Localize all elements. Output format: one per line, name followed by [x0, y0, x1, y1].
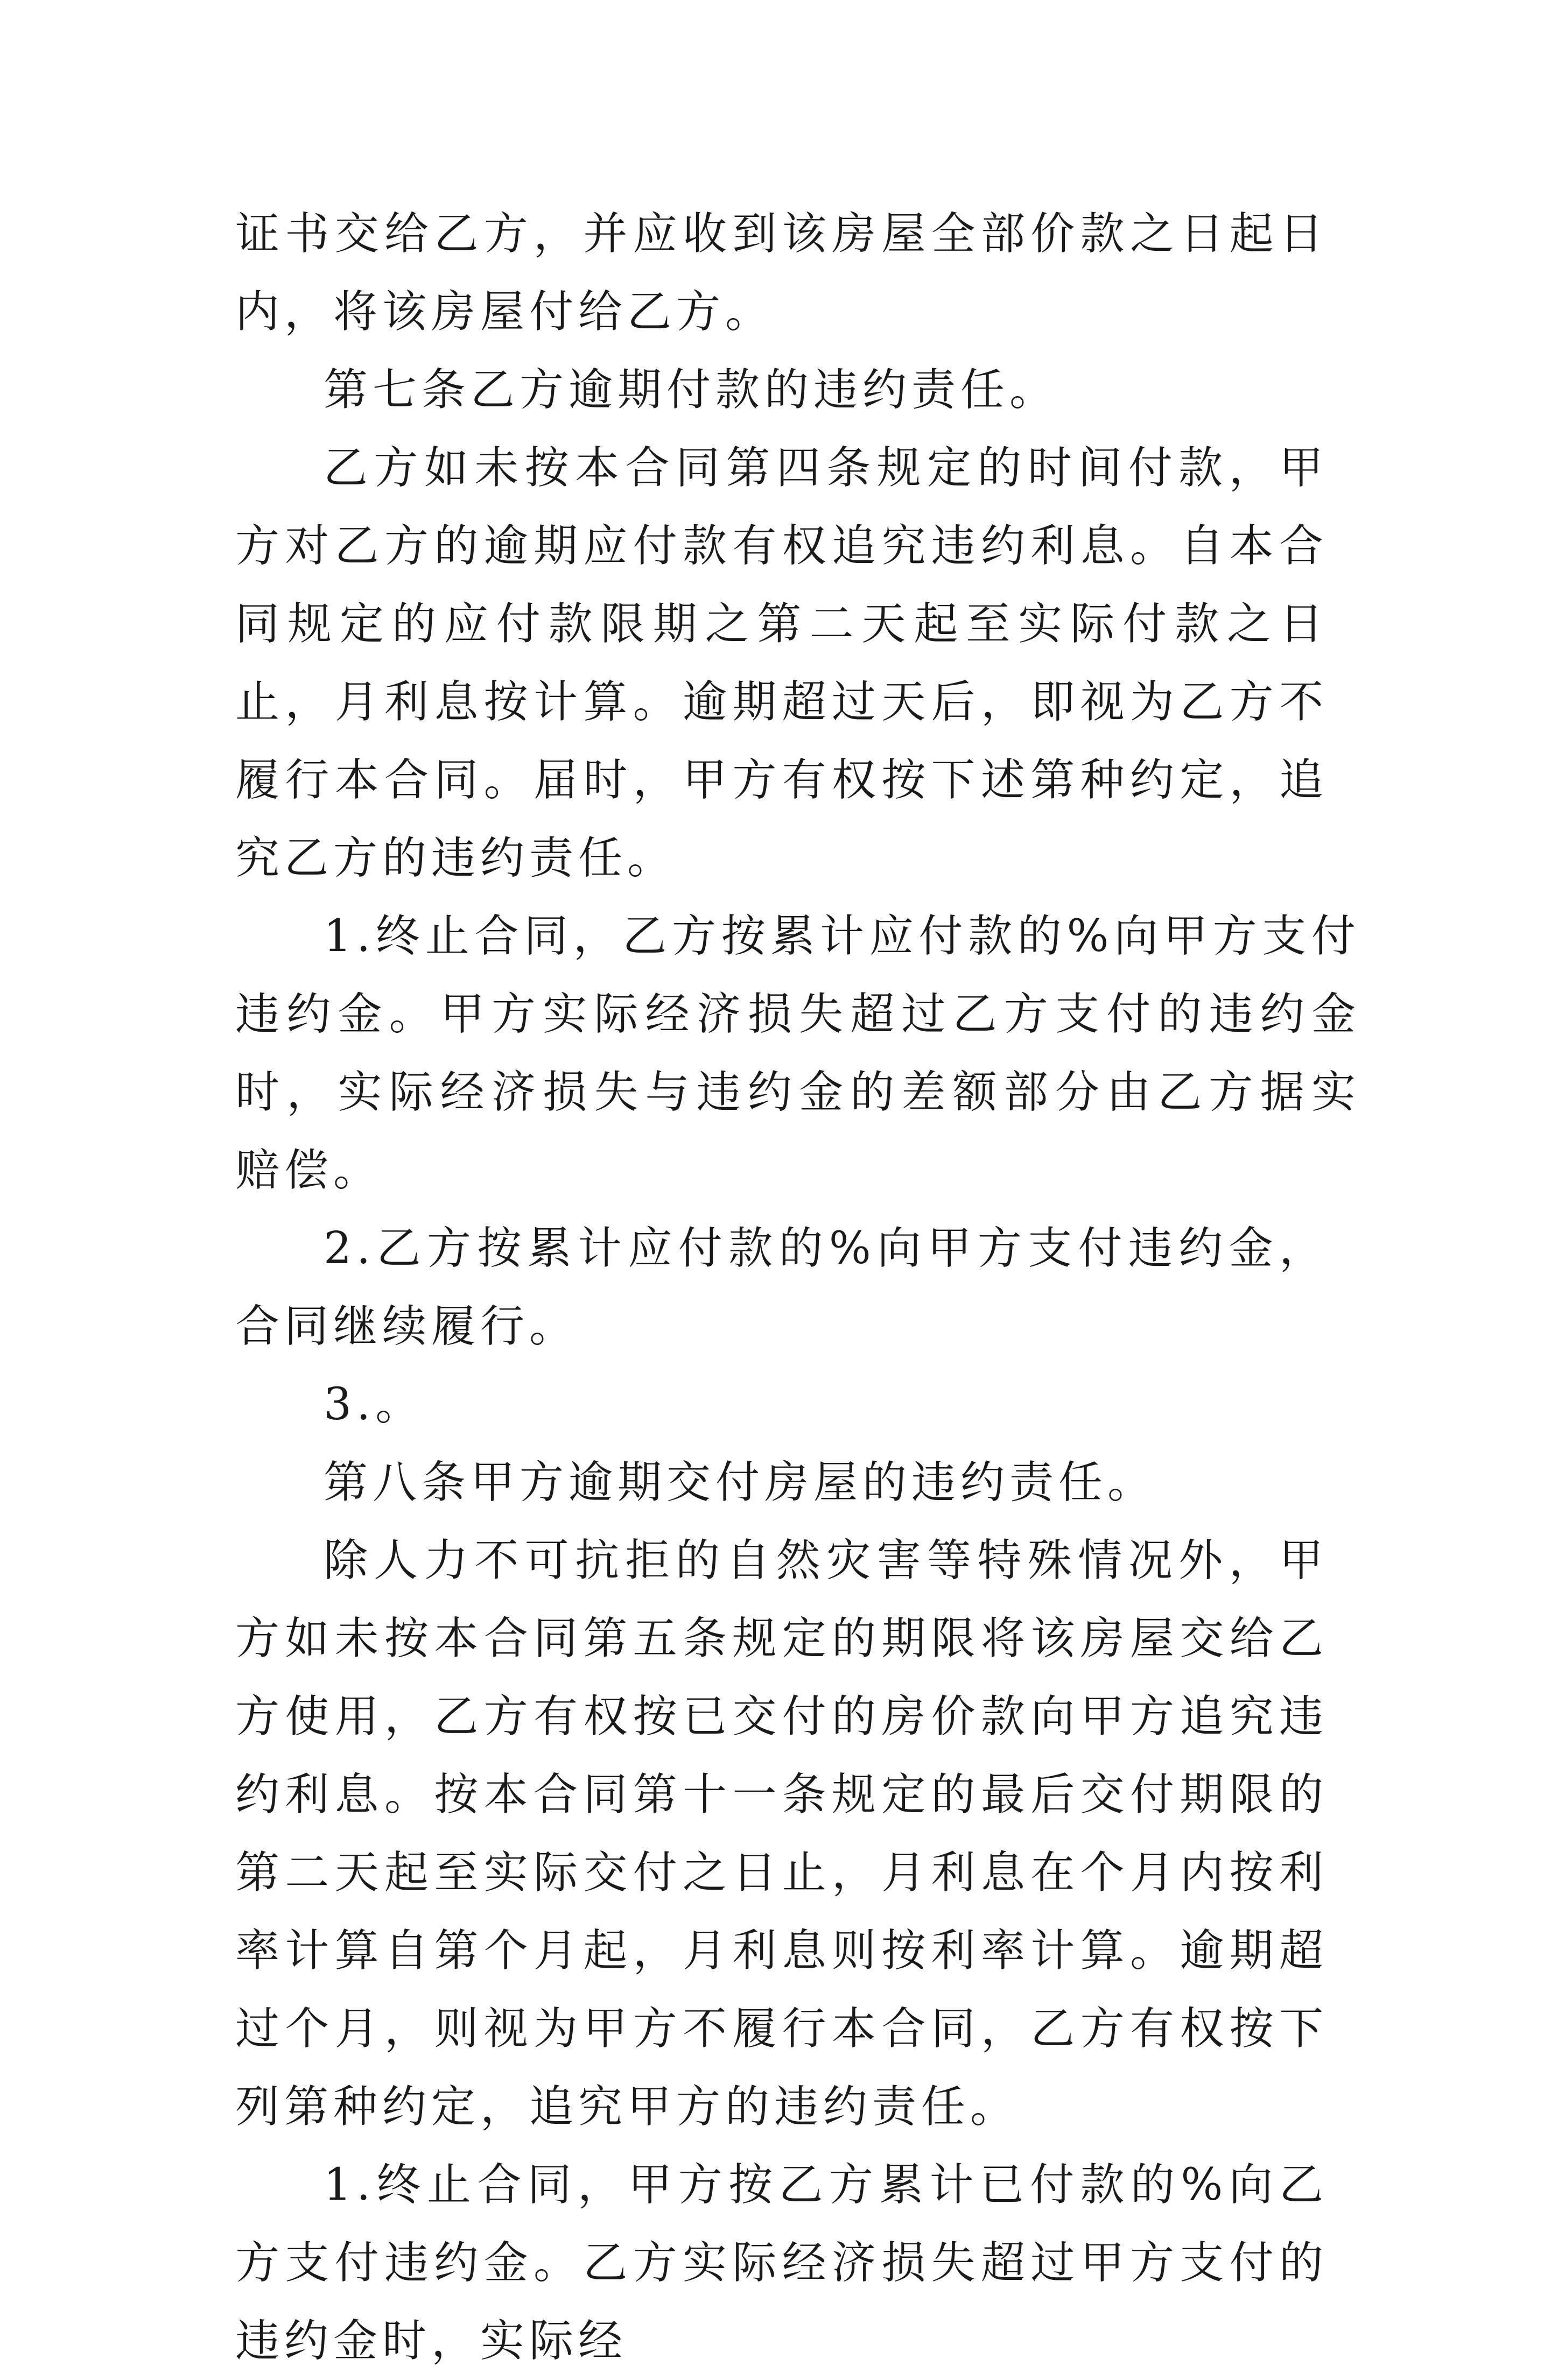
- clause-8-body: 除人力不可抗拒的自然灾害等特殊情况外，甲方如未按本合同第五条规定的期限将该房屋交给乙方使用，乙方有权按已交付的房价款向甲方追究违约利息。按本合同第十一条规定的最后交付期限的第二天起至实际交付之日止，月利息在个月内按利率计算自第个月起，月利息则按利率计算。逾期超过个月，则视为甲方不履行本合同，乙方有权按下列第种约定，追究甲方的违约责任。: [235, 1535, 1328, 2132]
- clause-7-option-1: 1.终止合同，乙方按累计应付款的%向甲方支付违约金。甲方实际经济损失超过乙方支付的违约金时，实际经济损失与违约金的差额部分由乙方据实赔偿。: [235, 911, 1360, 1196]
- clause-7-heading: 第七条乙方逾期付款的违约责任。: [324, 364, 1059, 416]
- clause-7-body: 乙方如未按本合同第四条规定的时间付款，甲方对乙方的逾期应付款有权追究违约利息。自本合同规定的应付款限期之第二天起至实际付款之日止，月利息按计算。逾期超过天后，即视为乙方不履行本合同。届时，甲方有权按下述第种约定，追究乙方的违约责任。: [235, 442, 1328, 884]
- clause-7-option-2: 2.乙方按累计应付款的%向甲方支付违约金，合同继续履行。: [235, 1223, 1328, 1352]
- clause-8-heading: 第八条甲方逾期交付房屋的违约责任。: [324, 1457, 1157, 1508]
- clause-7-option-3: 3.。: [324, 1379, 425, 1430]
- paragraph-continuation: 证书交给乙方，并应收到该房屋全部价款之日起日内，将该房屋付给乙方。: [235, 208, 1328, 337]
- clause-8-option-1: 1.终止合同，甲方按乙方累计已付款的%向乙方支付违约金。乙方实际经济损失超过甲方支付的违约金时，实际经: [235, 2159, 1328, 2367]
- document-body: [235, 195, 1360, 2380]
